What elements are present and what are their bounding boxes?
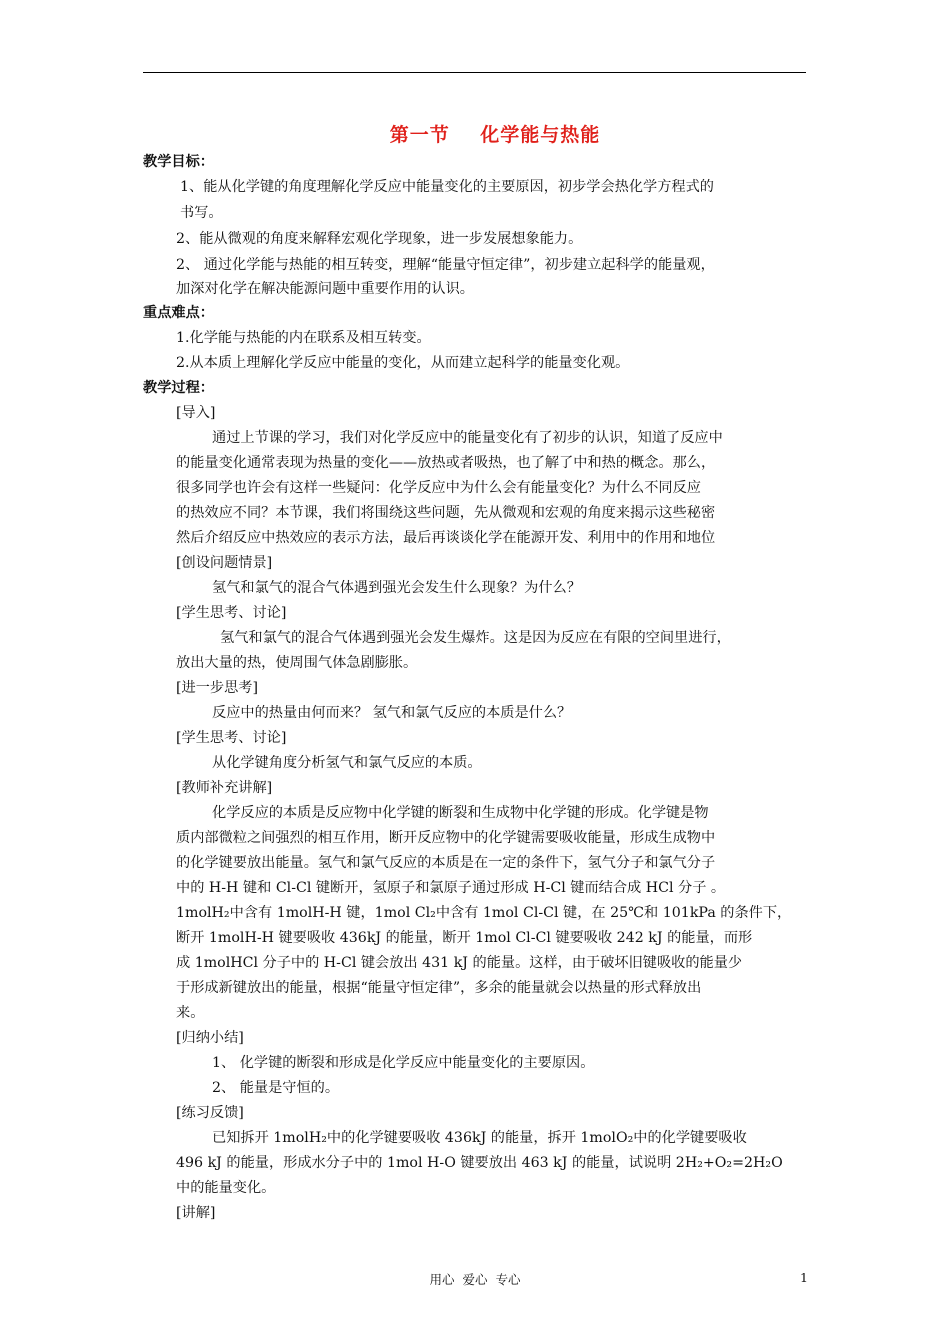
teacher-line: 于形成新键放出的能量，根据“能量守恒定律”，多余的能量就会以热量的形式释放出 [176,980,702,996]
objectives-heading: 教学目标： [143,154,214,170]
objective-line: 2、能从微观的角度来解释宏观化学现象，进一步发展想象能力。 [176,231,583,247]
footer-motto: 用心 爱心 专心 [429,1272,521,1287]
objective-line: 1、能从化学键的角度理解化学反应中能量变化的主要原因，初步学会热化学方程式的 [180,179,714,195]
practice-line: 中的能量变化。 [176,1180,276,1196]
objective-line: 加深对化学在解决能源问题中重要作用的认识。 [176,281,474,297]
discussion-line: 从化学键角度分析氢气和氯气反应的本质。 [212,755,482,771]
page-number: 1 [800,1270,808,1285]
scenario-text: 氢气和氯气的混合气体遇到强光会发生什么现象？为什么？ [212,580,581,596]
teacher-line: 断开 1molH-H 键要吸收 436kJ 的能量，断开 1mol Cl-Cl 键要吸收 242 kJ 的能量，而形 [176,930,753,946]
teacher-line: 化学反应的本质是反应物中化学键的断裂和生成物中化学键的形成。化学键是物 [212,805,709,821]
section-tag: [进一步思考] [176,680,259,696]
section-tag: [学生思考、讨论] [176,730,287,746]
teacher-line: 的化学键要放出能量。氢气和氯气反应的本质是在一定的条件下，氢气分子和氯气分子 [176,855,716,871]
teacher-line: 中的 H-H 键和 Cl-Cl 键断开，氢原子和氯原子通过形成 H-Cl 键而结合成 HCl 分子 。 [176,880,726,896]
objective-line: 书写。 [180,205,223,221]
section-tag: [归纳小结] [176,1030,244,1046]
key-point-line: 2.从本质上理解化学反应中能量的变化，从而建立起科学的能量变化观。 [176,355,630,371]
section-tag: [创设问题情景] [176,555,273,571]
section-tag: [教师补充讲解] [176,780,273,796]
teacher-line: 成 1molHCl 分子中的 H-Cl 键会放出 431 kJ 的能量。这样，由于破坏旧键吸收的能量少 [176,955,743,971]
intro-line: 通过上节课的学习，我们对化学反应中的能量变化有了初步的认识，知道了反应中 [212,430,723,446]
practice-line: 已知拆开 1molH₂中的化学键要吸收 436kJ 的能量，拆开 1molO₂中的化学键要吸收 [212,1130,747,1146]
summary-line: 2、 能量是守恒的。 [212,1080,340,1096]
discussion-line: 放出大量的热，使周围气体急剧膨胀。 [176,655,418,671]
section-tag: [学生思考、讨论] [176,605,287,621]
teacher-line: 1molH₂中含有 1molH-H 键，1mol Cl₂中含有 1mol Cl-Cl 键，在 25℃和 101kPa 的条件下， [176,905,792,921]
practice-line: 496 kJ 的能量，形成水分子中的 1mol H-O 键要放出 463 kJ 的能量，试说明 2H₂+O₂=2H₂O [176,1155,783,1171]
process-heading: 教学过程： [143,380,214,396]
intro-line: 然后介绍反应中热效应的表示方法，最后再谈谈化学在能源开发、利用中的作用和地位 [176,530,716,546]
intro-line: 的能量变化通常表现为热量的变化——放热或者吸热，也了解了中和热的概念。那么， [176,455,716,471]
intro-line: 很多同学也许会有这样一些疑问：化学反应中为什么会有能量变化？为什么不同反应 [176,480,701,496]
header-rule [143,72,806,73]
key-point-line: 1.化学能与热能的内在联系及相互转变。 [176,330,431,346]
summary-line: 1、 化学键的断裂和形成是化学反应中能量变化的主要原因。 [212,1055,595,1071]
intro-line: 的热效应不同？本节课，我们将围绕这些问题，先从微观和宏观的角度来揭示这些秘密 [176,505,716,521]
objective-line: 2、 通过化学能与热能的相互转变，理解“能量守恒定律”，初步建立起科学的能量观， [176,257,715,273]
section-tag: [导入] [176,405,216,421]
further-question: 反应中的热量由何而来？ 氢气和氯气反应的本质是什么？ [212,705,572,721]
discussion-line: 氢气和氯气的混合气体遇到强光会发生爆炸。这是因为反应在有限的空间里进行， [220,630,731,646]
page-title: 第一节 化学能与热能 [389,124,601,146]
key-points-heading: 重点难点： [143,305,214,321]
teacher-line: 来。 [176,1005,205,1021]
section-tag: [讲解] [176,1205,216,1221]
teacher-line: 质内部微粒之间强烈的相互作用，断开反应物中的化学键需要吸收能量，形成生成物中 [176,830,716,846]
section-tag: [练习反馈] [176,1105,244,1121]
